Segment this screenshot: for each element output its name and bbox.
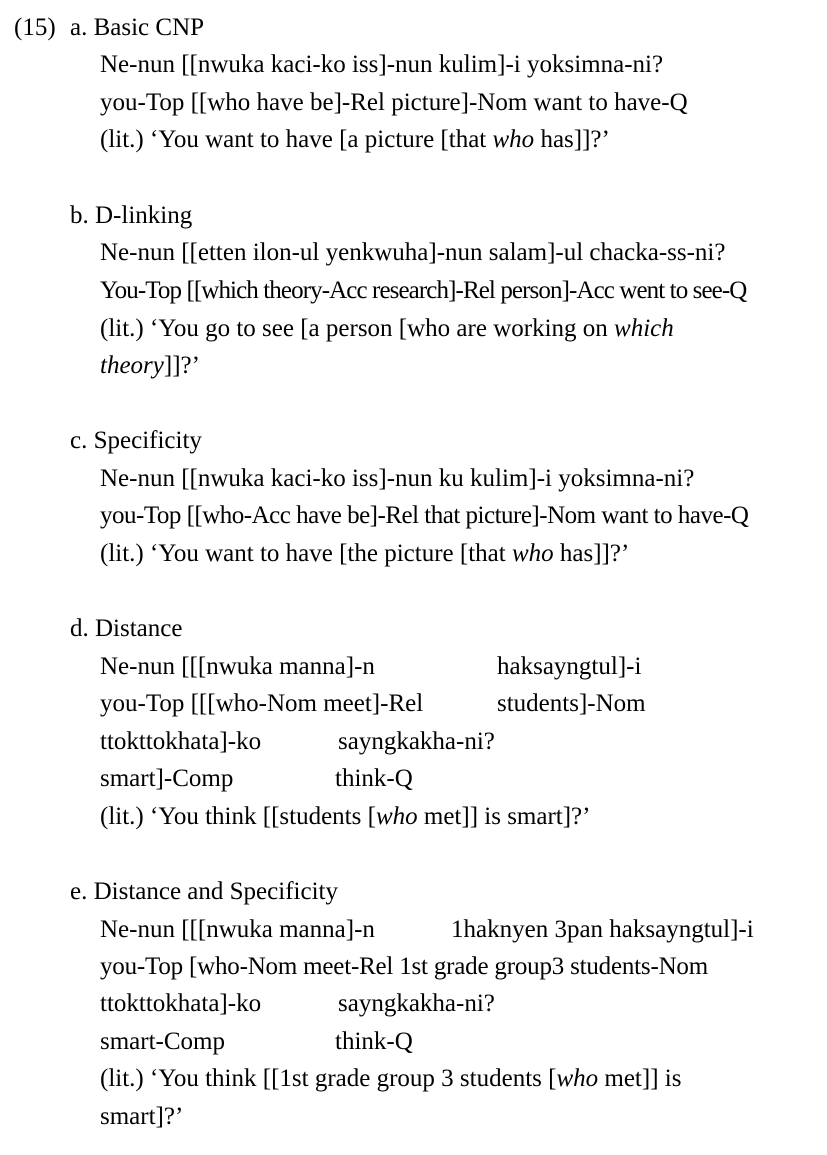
example-e-korean-line1-col2: 1haknyen 3pan haksayngtul]-i xyxy=(451,916,754,943)
example-d-korean-line1: Ne-nun [[[nwuka manna]-n xyxy=(100,653,375,680)
example-b-translation xyxy=(100,310,674,348)
example-a-translation xyxy=(100,121,610,159)
example-b-gloss-line: You-Top [[which theory-Acc research]-Rel person]-Acc went to see-Q xyxy=(100,277,747,304)
example-b-heading: b. D-linking xyxy=(70,202,193,229)
wh-word: which xyxy=(614,315,674,342)
wh-word: who xyxy=(556,1065,599,1092)
example-a-heading: a. Basic CNP xyxy=(70,14,205,41)
example-d-heading: d. Distance xyxy=(70,615,183,642)
example-c-heading: c. Specificity xyxy=(70,427,202,454)
example-d-translation xyxy=(100,798,590,836)
example-a-korean-line: Ne-nun [[nwuka kaci-ko iss]-nun kulim]-i yoksimna-ni? xyxy=(100,51,664,78)
translation-text: met]] is xyxy=(598,1065,682,1092)
example-e-gloss-line2-col2: think-Q xyxy=(335,1028,413,1055)
example-d-korean-line1-col2: haksayngtul]-i xyxy=(497,653,642,680)
wh-word: theory xyxy=(100,352,164,379)
example-e-korean-line1: Ne-nun [[[nwuka manna]-n xyxy=(100,916,375,943)
translation-text: ]]?’ xyxy=(163,352,200,379)
example-c-korean-line: Ne-nun [[nwuka kaci-ko iss]-nun ku kulim]-i yoksimna-ni? xyxy=(100,465,695,492)
example-e-korean-line2-col2: sayngkakha-ni? xyxy=(338,990,495,1017)
translation-text: (lit.) ‘You think [[1st grade group 3 students [ xyxy=(100,1065,557,1092)
example-b-translation-cont xyxy=(100,347,200,385)
example-e-gloss-line2: smart-Comp xyxy=(100,1028,225,1055)
example-e-korean-line2: ttokttokhata]-ko xyxy=(100,990,262,1017)
example-d-gloss-line2: smart]-Comp xyxy=(100,765,234,792)
translation-text: (lit.) ‘You go to see [a person [who are working on xyxy=(100,315,615,342)
example-a-gloss-line: you-Top [[who have be]-Rel picture]-Nom want to have-Q xyxy=(100,89,688,116)
wh-word: who xyxy=(375,803,418,830)
example-e-heading: e. Distance and Specificity xyxy=(70,878,338,905)
translation-text: has]]?’ xyxy=(534,126,610,153)
wh-word: who xyxy=(492,126,535,153)
example-c-gloss-line: you-Top [[who-Acc have be]-Rel that picture]-Nom want to have-Q xyxy=(100,502,749,529)
example-e-translation xyxy=(100,1060,681,1098)
example-d-gloss-line2-col2: think-Q xyxy=(335,765,413,792)
translation-text: met]] is smart]?’ xyxy=(417,803,591,830)
translation-text: has]]?’ xyxy=(553,540,630,567)
example-d-korean-line2: ttokttokhata]-ko xyxy=(100,728,262,755)
translation-text: (lit.) ‘You want to have [the picture [that xyxy=(100,540,512,567)
example-d-gloss-line1-col2: students]-Nom xyxy=(497,690,646,717)
example-d-korean-line2-col2: sayngkakha-ni? xyxy=(338,728,495,755)
example-number: (15) xyxy=(14,14,56,41)
translation-text: (lit.) ‘You want to have [a picture [that xyxy=(100,126,493,153)
example-d-gloss-line1: you-Top [[[who-Nom meet]-Rel xyxy=(100,690,424,717)
wh-word: who xyxy=(511,540,554,567)
translation-text: (lit.) ‘You think [[students [ xyxy=(100,803,376,830)
example-c-translation xyxy=(100,535,629,573)
example-e-gloss-line1: you-Top [who-Nom meet-Rel 1st grade group3 students-Nom xyxy=(100,953,708,980)
example-e-translation-cont: smart]?’ xyxy=(100,1103,184,1130)
example-b-korean-line: Ne-nun [[etten ilon-ul yenkwuha]-nun salam]-ul chacka-ss-ni? xyxy=(100,239,726,266)
